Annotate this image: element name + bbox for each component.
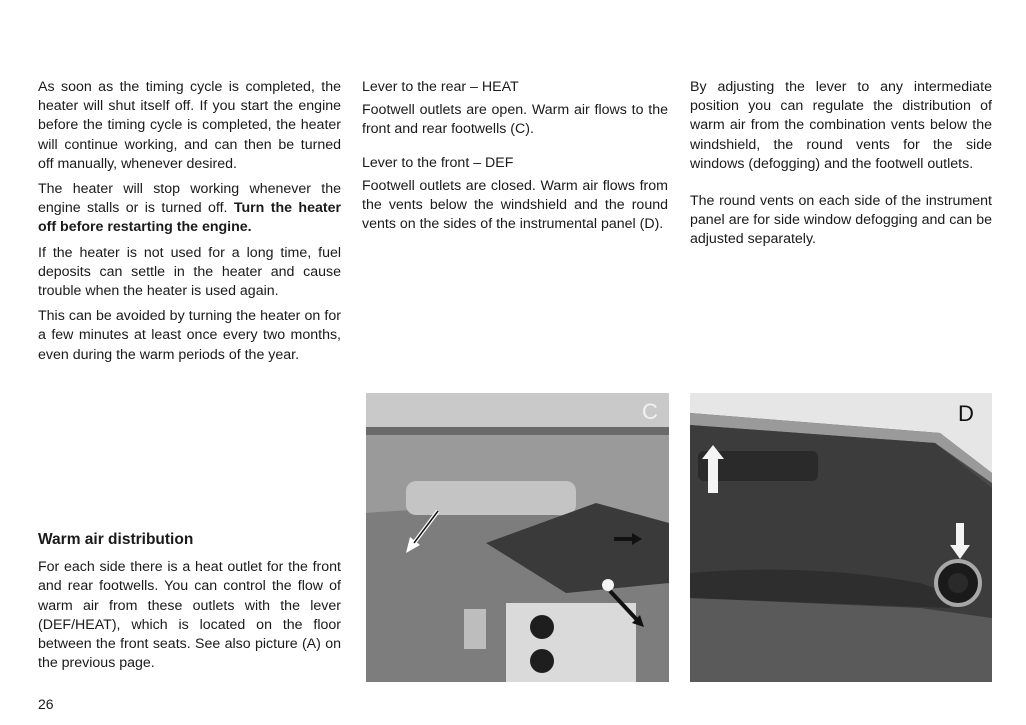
heat-text: Footwell outlets are open. Warm air flows to the front and rear footwells (C). [362, 102, 668, 138]
paragraph-timing-cycle: As soon as the timing cycle is completed, the heater will shut itself off. If you start the engine before the timing cycle is completed, the heater will continue working, and can then be turned off manually, whenever desired. [38, 79, 341, 172]
photo-dashboard-d [690, 393, 992, 682]
section-body: For each side there is a heat outlet for the front and rear footwells. You can control the flow of warm air from these outlets with the lever (DEF/HEAT), which is located on the floor between the front seats. See also picture (A) on the previous page. [38, 559, 341, 672]
photo-footwell-c [366, 393, 669, 682]
paragraph-intermediate: By adjusting the lever to any intermediate position you can regulate the distribution of warm air from the combination vents below the windshield, the round vents for the side windows (defogging) and the footwell outlets. [690, 79, 992, 172]
text-column-left [38, 78, 341, 371]
def-text: Footwell outlets are closed. Warm air flows from the vents below the windshield and the round vents on the sides of the instrumental panel (D). [362, 177, 668, 233]
figure-label-c: C [642, 399, 658, 424]
paragraph-engine-stall [38, 180, 341, 238]
footwell-illustration [366, 393, 669, 682]
section-heading: Warm air distribution [38, 531, 194, 548]
paragraph-fuel-deposits: If the heater is not used for a long time, fuel deposits can settle in the heater and cause trouble when the heater is used again. [38, 244, 341, 300]
text-column-right [690, 78, 992, 256]
page-number: 26 [38, 696, 54, 712]
def-title: Lever to the front – DEF [362, 154, 514, 171]
restart-warning: Turn the heater off before restarting the engine. [38, 200, 341, 236]
paragraph-avoid-deposits: This can be avoided by turning the heater on for a few minutes at least once every two months, even during the warm periods of the year. [38, 308, 341, 363]
paragraph-round-vents: The round vents on each side of the instrument panel are for side window defogging and can be adjusted separately. [690, 193, 992, 248]
heat-title: Lever to the rear – HEAT [362, 79, 519, 95]
dashboard-illustration [690, 393, 992, 682]
engine-stall-text: The heater will stop working whenever the engine stalls or is turned off. [38, 181, 341, 217]
figure-label-d: D [958, 401, 974, 426]
text-column-middle [362, 78, 668, 240]
warm-air-section [38, 530, 341, 673]
